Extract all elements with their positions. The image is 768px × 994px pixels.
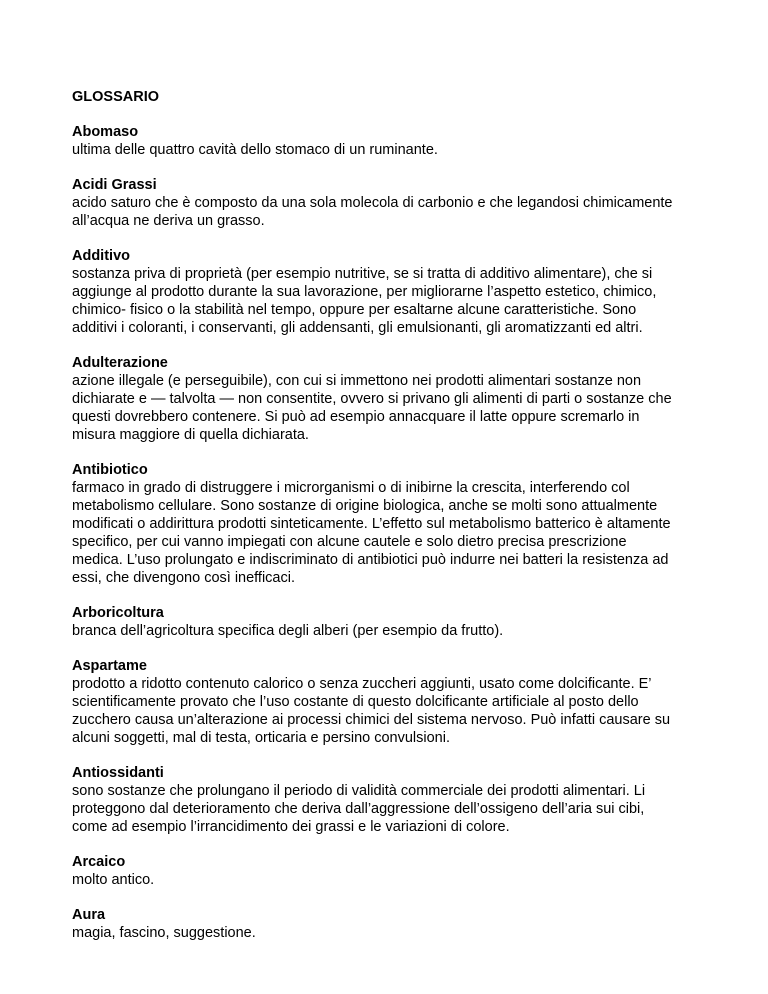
- glossary-term: Abomaso: [72, 124, 139, 140]
- glossary-definition: magia, fascino, suggestione.: [72, 925, 256, 941]
- glossary-entry-antibiotico: [72, 461, 702, 587]
- glossary-definition: ultima delle quattro cavità dello stomaco di un ruminante.: [72, 142, 438, 158]
- glossary-definition: sostanza priva di proprietà (per esempio nutritive, se si tratta di additivo alimentare), che si aggiunge al prodotto durante la sua lavorazione, per migliorarne l’aspetto estetico, chimico, chimico- fisico o la stabilità nel tempo, oppure per esaltarne alcune caratteristiche. Sono additivi i coloranti, i conservanti, gli addensanti, gli emulsionanti, gli aromatizzanti ed altri.: [72, 266, 657, 336]
- glossary-term: Adulterazione: [72, 355, 168, 371]
- glossary-definition: prodotto a ridotto contenuto calorico o senza zuccheri aggiunti, usato come dolcificante. E’ scientificamente provato che l’uso costante di questo dolcificante artificiale al posto dello zucchero causa un’alterazione ai processi chimici del sistema nervoso. Può infatti causare su alcuni soggetti, mal di testa, orticaria e persino convulsioni.: [72, 676, 671, 746]
- glossary-entry-acidi-grassi: [72, 176, 702, 230]
- glossary-definition: branca dell’agricoltura specifica degli alberi (per esempio da frutto).: [72, 623, 504, 639]
- glossary-entry-arcaico: [72, 853, 702, 889]
- glossary-entry-antiossidanti: [72, 764, 702, 836]
- glossary-definition: molto antico.: [72, 872, 155, 888]
- glossary-term: Aura: [72, 907, 106, 923]
- glossary-entry-abomaso: [72, 123, 702, 159]
- glossary-entry-adulterazione: [72, 354, 702, 444]
- glossary-term: Additivo: [72, 248, 130, 264]
- glossary-term: Acidi Grassi: [72, 177, 157, 193]
- glossary-entry-arboricoltura: [72, 604, 702, 640]
- glossary-entry-aspartame: [72, 657, 702, 747]
- document-page: [72, 88, 702, 959]
- glossary-entry-aura: [72, 906, 702, 942]
- glossary-definition: azione illegale (e perseguibile), con cui si immettono nei prodotti alimentari sostanze non dichiarate e — talvolta — non consentite, ovvero si privano gli alimenti di parti o sostanze che questi dovrebbero contenere. Si può ad esempio annacquare il latte oppure scremarlo in misura maggiore di quella dichiarata.: [72, 373, 672, 443]
- glossary-entry-additivo: [72, 247, 702, 337]
- glossary-definition: farmaco in grado di distruggere i microrganismi o di inibirne la crescita, interferendo col metabolismo cellulare. Sono sostanze di origine biologica, anche se molti sono attualmente modificati o addirittura prodotti sinteticamente. L’effetto sul metabolismo batterico è altamente specifico, per cui vanno impiegati con alcune cautele e solo dietro precisa prescrizione medica. L’uso prolungato e indiscriminato di antibiotici può indurre nei batteri la resistenza ad essi, che divengono così inefficaci.: [72, 480, 671, 586]
- glossary-term: Antiossidanti: [72, 765, 164, 781]
- glossary-definition: acido saturo che è composto da una sola molecola di carbonio e che legandosi chimicamente all’acqua ne deriva un grasso.: [72, 195, 673, 229]
- document-title: GLOSSARIO: [72, 89, 160, 105]
- glossary-term: Antibiotico: [72, 462, 148, 478]
- glossary-definition: sono sostanze che prolungano il periodo di validità commerciale dei prodotti alimentari. Li proteggono dal deterioramento che deriva dall’aggressione dell’ossigeno dell’aria sui cibi, come ad esempio l’irrancidimento dei grassi e le variazioni di colore.: [72, 783, 646, 835]
- glossary-term: Arcaico: [72, 854, 126, 870]
- glossary-term: Aspartame: [72, 658, 147, 674]
- glossary-term: Arboricoltura: [72, 605, 164, 621]
